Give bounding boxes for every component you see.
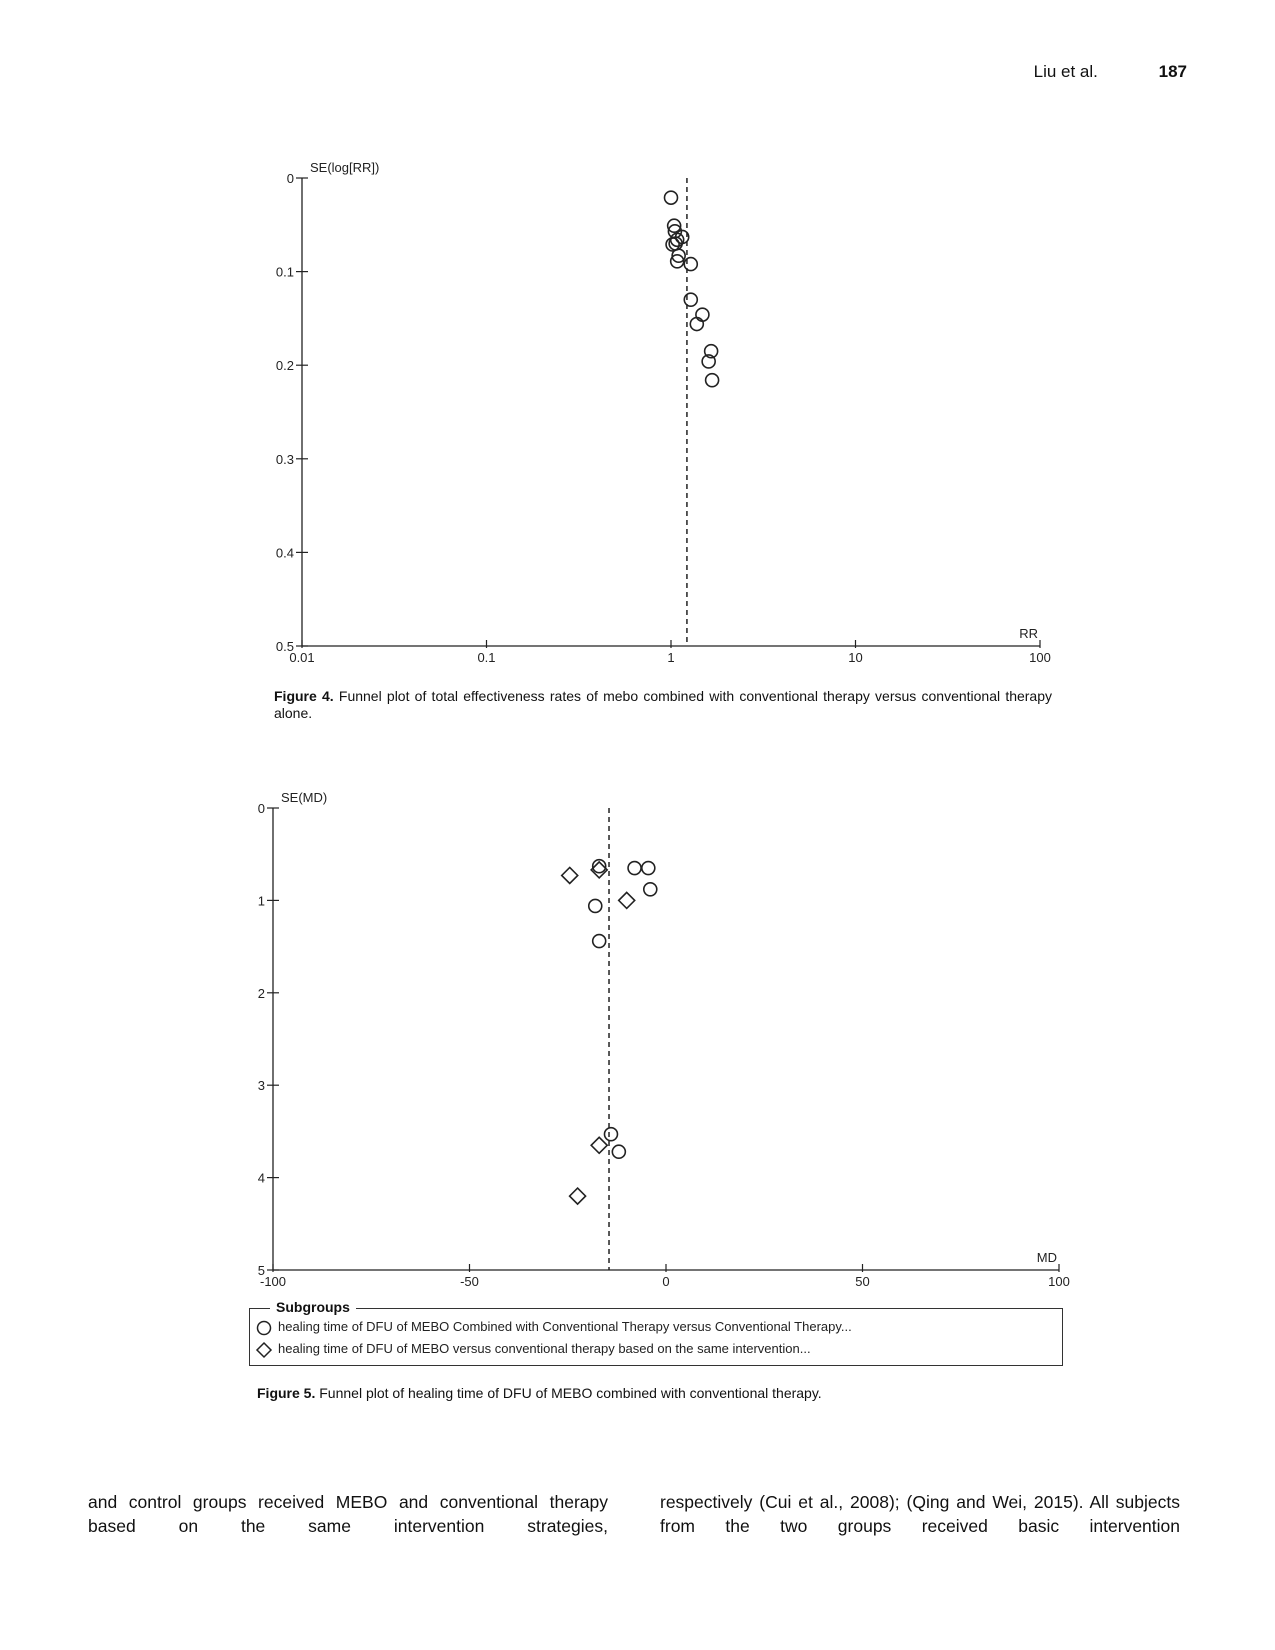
data-point-circle [628, 862, 641, 875]
data-point-circle [604, 1128, 617, 1141]
figure-5-caption-label: Figure 5. [257, 1385, 316, 1401]
legend-entry-label: healing time of DFU of MEBO versus conventional therapy based on the same intervention... [278, 1341, 811, 1356]
y-tick-label: 0.1 [275, 264, 294, 280]
legend-title: Subgroups [270, 1299, 356, 1315]
x-tick-label: 0.1 [477, 650, 496, 665]
circle-marker-icon [256, 1320, 272, 1336]
x-tick-label: -50 [460, 1274, 479, 1289]
data-point-diamond [591, 1137, 607, 1153]
y-tick-label: 2 [257, 985, 265, 1001]
x-tick-label: 10 [848, 650, 863, 665]
legend-entry-diamond [256, 1341, 811, 1358]
y-tick-label: 0.4 [275, 545, 294, 561]
data-point-circle [612, 1145, 625, 1158]
y-tick-label: 1 [257, 893, 265, 909]
data-point-diamond [619, 892, 635, 908]
x-tick-label: 0.01 [289, 650, 315, 665]
y-axis-title: SE(MD) [281, 790, 328, 805]
x-tick-label: 50 [855, 1274, 870, 1289]
running-head-author: Liu et al. [1033, 62, 1098, 81]
x-tick-label: 1 [667, 650, 675, 665]
data-point-circle [593, 935, 606, 948]
data-point-circle [644, 883, 657, 896]
data-point-diamond [570, 1188, 586, 1204]
x-tick-label: 100 [1029, 650, 1051, 665]
data-point-circle [642, 862, 655, 875]
body-text-right-column: respectively (Cui et al., 2008); (Qing and Wei, 2015). All subjects from the two groups received basic intervention [660, 1492, 1180, 1536]
y-tick-label: 0 [257, 801, 265, 816]
y-tick-label: 0 [286, 171, 294, 186]
data-point-circle [589, 899, 602, 912]
figure-5-legend [249, 1299, 1063, 1366]
x-tick-label: 0 [662, 1274, 670, 1289]
figure-5-caption [257, 1385, 1057, 1402]
data-point-diamond [562, 867, 578, 883]
page-number: 187 [1158, 62, 1187, 81]
y-tick-label: 0.5 [275, 639, 294, 654]
figure-5-axes [258, 790, 1070, 1289]
figure-4-caption-text: Funnel plot of total effectiveness rates of mebo combined with conventional therapy versus conventional therapy alone. [274, 688, 1053, 721]
body-text-left-column: and control groups received MEBO and conventional therapy based on the same intervention strategies, [88, 1492, 608, 1536]
diamond-marker-icon [256, 1342, 272, 1358]
x-axis-title: MD [1036, 1250, 1057, 1265]
x-tick-label: -100 [259, 1274, 287, 1289]
y-tick-label: 0.3 [275, 451, 294, 467]
x-axis-title: RR [1019, 626, 1038, 641]
legend-entry-circle [256, 1319, 852, 1336]
y-tick-label: 4 [257, 1170, 265, 1186]
figure-5-caption-text: Funnel plot of healing time of DFU of MEBO combined with conventional therapy. [319, 1385, 822, 1401]
y-tick-label: 3 [257, 1078, 265, 1094]
figure-4-caption-label: Figure 4. [274, 688, 334, 704]
y-tick-label: 5 [257, 1263, 265, 1278]
legend-entry-label: healing time of DFU of MEBO Combined with Conventional Therapy versus Conventional Therapy... [278, 1319, 852, 1334]
y-tick-label: 0.2 [275, 358, 294, 374]
y-axis-title: SE(log[RR]) [310, 160, 380, 175]
x-tick-label: 100 [1048, 1274, 1070, 1289]
